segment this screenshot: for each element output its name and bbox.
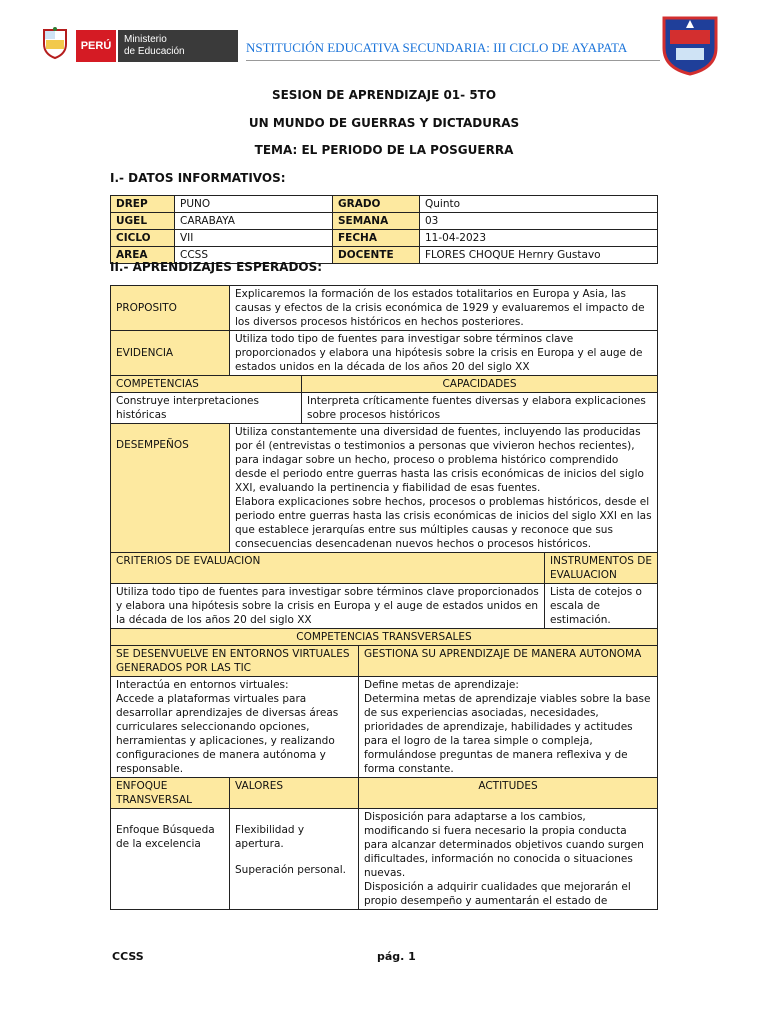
desempenos-label: DESEMPEÑOS	[111, 424, 230, 553]
session-title: SESION DE APRENDIZAJE 01- 5TO	[271, 88, 497, 102]
proposito-text: Explicaremos la formación de los estados totalitarios en Europa y Asia, las causas y efectos de la crisis económica de 1929 y evaluaremos el impacto de los diversos procesos históricos en hechos posteriores.	[230, 286, 658, 331]
table-row	[111, 646, 658, 677]
table-row	[111, 584, 658, 629]
competencias-transversales-header: COMPETENCIAS TRANSVERSALES	[111, 629, 658, 646]
capacidad-text: Interpreta críticamente fuentes diversas y elabora explicaciones sobre procesos históricos	[302, 393, 658, 424]
evidencia-text: Utiliza todo tipo de fuentes para investigar sobre términos clave proporcionados y elabora una hipótesis sobre la crisis en Europa y el auge de estados unidos en la década de los años 20 del siglo XX	[230, 331, 658, 376]
competencias-header: COMPETENCIAS	[111, 376, 302, 393]
table-row	[111, 778, 658, 809]
tic-header: SE DESENVUELVE EN ENTORNOS VIRTUALES GENERADOS POR LAS TIC	[111, 646, 359, 677]
footer-area: CCSS	[112, 950, 144, 963]
actitudes-header: ACTITUDES	[359, 778, 658, 809]
criterios-text: Utiliza todo tipo de fuentes para investigar sobre términos clave proporcionados y elabora una hipótesis sobre la crisis en Europa y el auge de estados unidos en la década de los años 20 del siglo XX	[111, 584, 545, 629]
page-number: pág. 1	[377, 950, 416, 963]
info-key: DREP	[111, 196, 175, 213]
actitud-item: Disposición a adquirir cualidades que mejorarán el propio desempeño y aumentarán el estado de	[364, 881, 631, 907]
learning-table	[110, 285, 658, 910]
table-row	[111, 677, 658, 778]
info-value: FLORES CHOQUE Hernry Gustavo	[420, 247, 658, 264]
info-key: GRADO	[333, 196, 420, 213]
enfoque-header: ENFOQUE TRANSVERSAL	[111, 778, 230, 809]
info-value: 03	[420, 213, 658, 230]
competencia-text: Construye interpretaciones históricas	[111, 393, 302, 424]
table-row	[111, 629, 658, 646]
table-row	[111, 213, 658, 230]
desempenos-text	[230, 424, 658, 553]
desempeno-item: Elabora explicaciones sobre hechos, procesos o problemas históricos, desde el periodo entre guerras hasta las crisis económicas de inicios del siglo XXI en las que establece jerarquías entre sus múltiples causas y reconoce que sus consecuencias desencadenan nuevos hechos o procesos históricos.	[235, 496, 652, 550]
info-value: 11-04-2023	[420, 230, 658, 247]
info-key: FECHA	[333, 230, 420, 247]
info-key: AREA	[111, 247, 175, 264]
capacidades-header: CAPACIDADES	[302, 376, 658, 393]
info-value: CCSS	[175, 247, 333, 264]
tic-subtitle: Interactúa en entornos virtuales:	[116, 679, 289, 691]
tic-description: Accede a plataformas virtuales para desarrollar aprendizajes de diversas áreas curriculares seleccionando opciones, herramientas y aplicaciones, y realizando configuraciones de manera autónoma y responsable.	[116, 693, 339, 775]
table-row	[111, 809, 658, 910]
table-row	[111, 553, 658, 584]
valor-item: Flexibilidad y apertura.	[235, 824, 305, 850]
enfoque-text: Enfoque Búsqueda de la excelencia	[111, 809, 230, 910]
school-name: NSTITUCIÓN EDUCATIVA SECUNDARIA: III CICLO DE AYAPATA	[246, 40, 628, 55]
info-key: DOCENTE	[333, 247, 420, 264]
topic-title: TEMA: EL PERIODO DE LA POSGUERRA	[254, 143, 514, 157]
autonoma-text	[359, 677, 658, 778]
section-datos-informativos: I.- DATOS INFORMATIVOS:	[110, 171, 286, 185]
info-key: UGEL	[111, 213, 175, 230]
desempeno-item: Utiliza constantemente una diversidad de fuentes, incluyendo las producidas por él (entrevistas o testimonios a personas que vivieron hechos recientes), para indagar sobre un hecho, proceso o problema histórico comprendido desde el periodo entre guerras hasta las crisis económicas de inicios del siglo XXI, evaluando la pertinencia y fiabilidad de esas fuentes.	[235, 426, 644, 494]
ministry-logo: Ministerio de Educación	[118, 30, 238, 62]
table-row	[111, 424, 658, 553]
header-divider	[246, 60, 660, 61]
table-row	[111, 196, 658, 213]
info-value: CARABAYA	[175, 213, 333, 230]
section-aprendizajes-esperados: II.- APRENDIZAJES ESPERADOS:	[110, 260, 323, 274]
peru-coat-of-arms-icon	[40, 26, 70, 60]
autonoma-header: GESTIONA SU APRENDIZAJE DE MANERA AUTONOMA	[359, 646, 658, 677]
autonoma-description: Determina metas de aprendizaje viables sobre la base de sus experiencias asociadas, necesidades, prioridades de aprendizaje, habilidades y actitudes para el logro de la tarea simple o compleja, formulándose preguntas de manera reflexiva y de forma constante.	[364, 693, 651, 775]
peru-logo: PERÚ	[76, 30, 116, 62]
autonoma-subtitle: Define metas de aprendizaje:	[364, 679, 519, 691]
info-value: VII	[175, 230, 333, 247]
table-row	[111, 230, 658, 247]
criterios-header: CRITERIOS DE EVALUACION	[111, 553, 545, 584]
proposito-label: PROPOSITO	[111, 286, 230, 331]
info-value: PUNO	[175, 196, 333, 213]
valores-header: VALORES	[230, 778, 359, 809]
unit-title: UN MUNDO DE GUERRAS Y DICTADURAS	[248, 116, 520, 130]
instrumentos-header: INSTRUMENTOS DE EVALUACION	[545, 553, 658, 584]
table-row	[111, 376, 658, 393]
info-table	[110, 195, 658, 264]
table-row	[111, 393, 658, 424]
info-key: CICLO	[111, 230, 175, 247]
table-row	[111, 331, 658, 376]
info-key: SEMANA	[333, 213, 420, 230]
actitud-item: Disposición para adaptarse a los cambios, modificando si fuera necesario la propia conducta para alcanzar determinados objetivos cuando surgen dificultades, información no conocida o situaciones nuevas.	[364, 811, 644, 879]
instrumentos-text: Lista de cotejos o escala de estimación.	[545, 584, 658, 629]
valor-item: Superación personal.	[235, 864, 346, 876]
school-emblem-icon	[660, 12, 720, 76]
valores-text	[230, 809, 359, 910]
actitudes-text	[359, 809, 658, 910]
evidencia-label: EVIDENCIA	[111, 331, 230, 376]
tic-text	[111, 677, 359, 778]
table-row	[111, 286, 658, 331]
info-value: Quinto	[420, 196, 658, 213]
